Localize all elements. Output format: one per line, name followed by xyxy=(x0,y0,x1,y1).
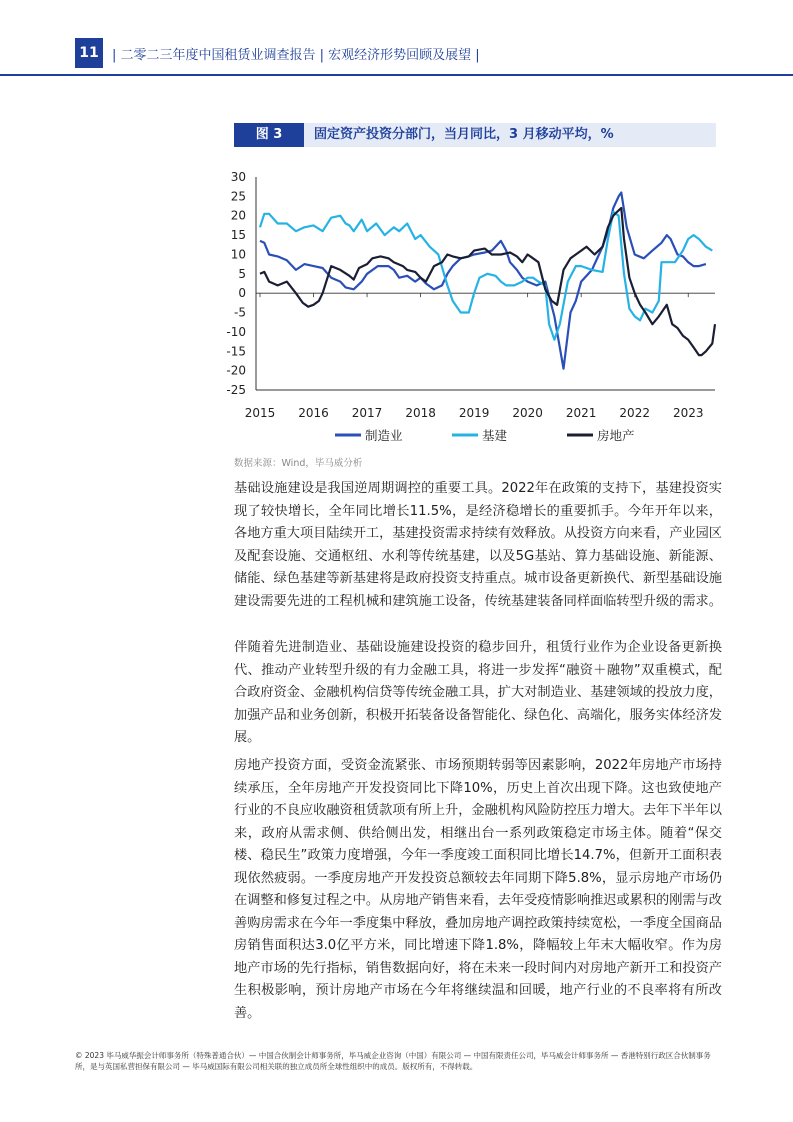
figure-caption xyxy=(234,123,716,147)
paragraph-infrastructure: 基础设施建设是我国逆周期调控的重要工具。2022年在政策的支持下，基建投资实现了较快增长，全年同比增长11.5%，是经济稳增长的重要抓手。今年开年以来，各地方重大项目陆续开工，基建投资需求持续有效释放。从投资方向来看，产业园区及配套设施、交通枢纽、水利等传统基建，以及5G基站、算力基础设施、新能源、储能、绿色基建等新基建将是政府投资支持重点。城市设备更新换代、新型基础设施建设需要先进的工程机械和建筑施工设备，传统基建装备同样面临转型升级的需求。 xyxy=(234,481,722,609)
legend-label: 制造业 xyxy=(365,428,403,443)
x-tick-label: 2015 xyxy=(244,406,276,420)
y-tick-label: 10 xyxy=(230,247,246,262)
copyright-footer: © 2023 毕马威华振会计师事务所（特殊普通合伙）— 中国合伙制会计师事务所，毕马威企业咨询（中国）有限公司 — 中国有限责任公司，毕马威会计师事务所 — 香港特别行政区合伙制事务所，是与英国私营担保有限公司 — 毕马威国际有限公司相关联的独立成员所全球性组织中的成员。版权所有，不得转载。 xyxy=(75,1051,711,1071)
y-tick-label: -20 xyxy=(226,363,246,378)
y-tick-label: -15 xyxy=(226,344,246,359)
y-tick-label: -10 xyxy=(226,324,246,339)
legend-label: 基建 xyxy=(482,428,508,443)
header-title: | 二零二三年度中国租赁业调查报告 | 宏观经济形势回顾及展望 | xyxy=(112,48,480,63)
x-tick-label: 2018 xyxy=(405,406,436,420)
paragraph-leasing: 伴随着先进制造业、基础设施建设投资的稳步回升，租赁行业作为企业设备更新换代、推动产业转型升级的有力金融工具，将进一步发挥“融资＋融物”双重模式，配合政府资金、金融机构信贷等传统金融工具，扩大对制造业、基建领域的投放力度，加强产品和业务创新，积极开拓装备设备智能化、绿色化、高端化，服务实体经济发展。 xyxy=(234,640,722,745)
line-chart xyxy=(226,165,720,450)
page-header xyxy=(0,0,793,76)
paragraph-real-estate: 房地产投资方面，受资金流紧张、市场预期转弱等因素影响，2022年房地产市场持续承压，全年房地产开发投资同比下降10%，历史上首次出现下降。这也致使地产行业的不良应收融资租赁款项有所上升，金融机构风险防控压力增大。去年下半年以来，政府从需求侧、供给侧出发，相继出台一系列政策稳定市场主体。随着“保交楼、稳民生”政策力度增强，今年一季度竣工面积同比增长14.7%，但新开工面积表现依然疲弱。一季度房地产开发投资总额较去年同期下降5.8%，显示房地产市场仍在调整和修复过程之中。从房地产销售来看，去年受疫情影响推迟或累积的刚需与改善购房需求在今年一季度集中释放，叠加房地产调控政策持续宽松，一季度全国商品房销售面积达3.0亿平方米，同比增速下降1.8%，降幅较上年末大幅收窄。作为房地产市场的先行指标，销售数据向好，将在未来一段时间内对房地产新开工和投资产生积极影响，预计房地产市场在今年将继续温和回暖，地产行业的不良率将有所改善。 xyxy=(234,758,722,1021)
y-tick-label: 15 xyxy=(230,228,246,243)
y-tick-label: 20 xyxy=(230,208,246,223)
x-tick-label: 2017 xyxy=(351,406,383,420)
header-rule xyxy=(0,74,793,76)
y-tick-label: 5 xyxy=(238,266,246,281)
y-tick-label: -25 xyxy=(226,383,246,397)
y-tick-label: -5 xyxy=(234,305,246,320)
x-tick-label: 2019 xyxy=(458,406,490,420)
x-tick-label: 2023 xyxy=(672,406,704,420)
page-number: 11 xyxy=(75,38,103,68)
figure-source: 数据来源：Wind，毕马威分析 xyxy=(234,458,363,469)
x-tick-label: 2020 xyxy=(512,406,543,420)
y-tick-label: 25 xyxy=(230,189,246,204)
figure-label: 图 3 xyxy=(234,123,304,147)
y-tick-label: 0 xyxy=(238,286,246,301)
x-tick-label: 2016 xyxy=(298,406,329,420)
series-line-房地产 xyxy=(260,208,715,355)
figure-title: 固定资产投资分部门，当月同比，3 月移动平均，% xyxy=(314,127,614,142)
legend-label: 房地产 xyxy=(597,428,635,443)
x-tick-label: 2022 xyxy=(619,406,650,420)
y-tick-label: 30 xyxy=(230,170,246,184)
x-tick-label: 2021 xyxy=(565,406,597,420)
